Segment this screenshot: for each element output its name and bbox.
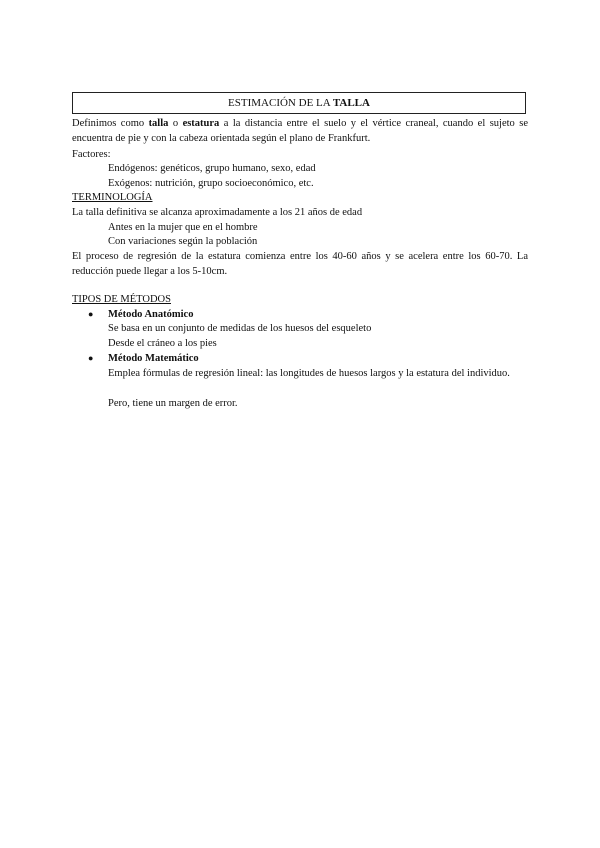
bullet-icon: ● <box>88 353 94 363</box>
regression-paragraph: El proceso de regresión de la estatura comienza entre los 40-60 años y se acelera entre los 60-70. La reducción puede llegar a los 5-10cm. <box>72 251 528 277</box>
method-anatomic-title <box>108 308 193 321</box>
intro-paragraph <box>72 117 528 146</box>
title-box <box>72 92 526 114</box>
intro-bold-estatura: estatura <box>182 118 220 129</box>
method-mathematic-title-text: Método Matemático <box>108 353 199 364</box>
method-mathematic-note: Pero, tiene un margen de error. <box>108 398 238 409</box>
terminology-sub-2: Con variaciones según la población <box>108 236 258 247</box>
bullet-icon: ● <box>88 309 94 319</box>
methods-heading: TIPOS DE MÉTODOS <box>72 294 171 305</box>
title-prefix: ESTIMACIÓN DE LA <box>228 97 333 109</box>
method-mathematic-title <box>108 352 199 365</box>
intro-bold-talla: talla <box>148 118 169 129</box>
terminology-sub-1: Antes en la mujer que en el hombre <box>108 222 258 233</box>
factor-exogenous: Exógenos: nutrición, grupo socioeconómico, etc. <box>108 178 314 189</box>
method-anatomic-line-1: Se basa en un conjunto de medidas de los huesos del esqueleto <box>108 323 372 334</box>
intro-text-1: Definimos como <box>72 118 149 129</box>
title-bold: TALLA <box>332 97 370 109</box>
intro-text-2: o <box>168 118 183 129</box>
method-mathematic-desc: Emplea fórmulas de regresión lineal: las longitudes de huesos largos y la estatura del individuo. <box>108 368 510 379</box>
factors-label: Factores: <box>72 149 111 160</box>
method-anatomic-title-text: Método Anatómico <box>108 309 194 320</box>
terminology-heading: TERMINOLOGÍA <box>72 192 153 203</box>
method-anatomic-line-2: Desde el cráneo a los pies <box>108 338 217 349</box>
intro-text-3: a la distancia entre el suelo y el vértice craneal, cuando el sujeto se encuentra de pie y con la cabeza orientada según el plano de Frankfurt. <box>72 118 528 144</box>
factor-endogenous: Endógenos: genéticos, grupo humano, sexo, edad <box>108 163 316 174</box>
terminology-line: La talla definitiva se alcanza aproximadamente a los 21 años de edad <box>72 207 363 218</box>
